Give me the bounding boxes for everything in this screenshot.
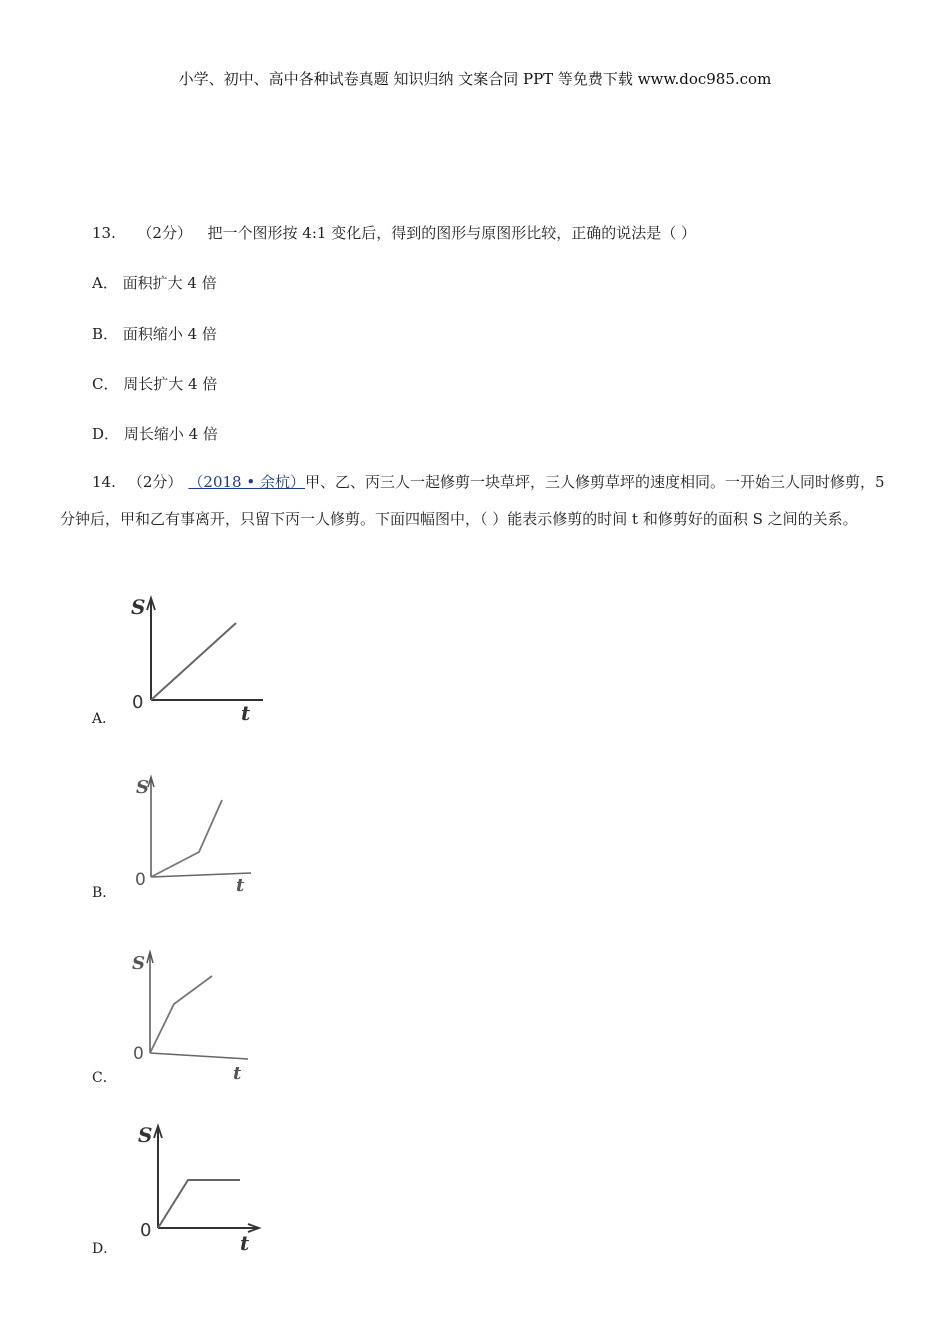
- q13-option-d[interactable]: [92, 423, 218, 444]
- q14-option-d-graph[interactable]: [132, 1120, 272, 1255]
- q13-option-a[interactable]: [92, 272, 217, 293]
- question-14-text: [60, 464, 895, 538]
- source-link[interactable]: （2018 • 余杭）: [188, 473, 305, 491]
- q14-option-b-graph[interactable]: [128, 767, 268, 902]
- option-letter: D．: [92, 425, 120, 443]
- q14-option-b-letter: B．: [92, 885, 117, 901]
- graph-line: [158, 1180, 240, 1228]
- origin-label: 0: [132, 692, 144, 713]
- origin-label: 0: [133, 1044, 144, 1064]
- option-letter: B．: [92, 325, 119, 343]
- q14-option-c-letter: C．: [92, 1070, 117, 1086]
- page-header: 小学、初中、高中各种试卷真题 知识归纳 文案合同 PPT 等免费下载 www.doc985.com: [178, 70, 772, 88]
- x-axis-label: t: [236, 875, 245, 896]
- x-axis-label: t: [233, 1063, 242, 1084]
- y-axis-label: S: [136, 777, 149, 798]
- q14-option-a-graph[interactable]: [128, 590, 268, 725]
- x-axis-label: t: [240, 1231, 250, 1255]
- q13-option-b[interactable]: [92, 323, 217, 344]
- y-axis-label: S: [138, 1123, 153, 1147]
- q14-option-c-graph[interactable]: [128, 945, 268, 1085]
- question-stem: 甲、乙、丙三人一起修剪一块草坪，三人修剪草坪的速度相同。一开始三人同时修剪，5 分钟后，甲和乙有事离开，只留下丙一人修剪。下面四幅图中，（ ）能表示修剪的时间 t 和修剪好的面积 S 之间的关系。: [60, 473, 885, 528]
- graph-line: [151, 623, 236, 700]
- origin-label: 0: [140, 1220, 152, 1241]
- option-text: 面积缩小 4 倍: [122, 325, 217, 343]
- question-stem: 把一个图形按 4:1 变化后，得到的图形与原图形比较，正确的说法是（ ）: [207, 224, 696, 242]
- y-axis-label: S: [131, 595, 146, 619]
- graph-line: [151, 800, 222, 877]
- x-axis: [150, 1053, 248, 1059]
- graph-line: [150, 976, 212, 1053]
- question-number: 14.: [92, 473, 116, 491]
- q14-option-a-letter: A．: [92, 711, 117, 727]
- q14-option-d-letter: D．: [92, 1241, 118, 1257]
- question-13-line: [92, 222, 696, 243]
- option-text: 面积扩大 4 倍: [122, 274, 217, 292]
- option-letter: C．: [92, 375, 119, 393]
- option-text: 周长扩大 4 倍: [123, 375, 218, 393]
- origin-label: 0: [135, 870, 146, 890]
- y-axis-label: S: [132, 953, 145, 974]
- question-score: （2分）: [127, 473, 183, 491]
- x-axis-label: t: [241, 701, 251, 725]
- q13-option-c[interactable]: [92, 373, 217, 394]
- question-number: 13.: [92, 224, 116, 242]
- question-score: （2分）: [137, 224, 192, 242]
- option-text: 周长缩小 4 倍: [123, 425, 218, 443]
- option-letter: A．: [92, 274, 118, 292]
